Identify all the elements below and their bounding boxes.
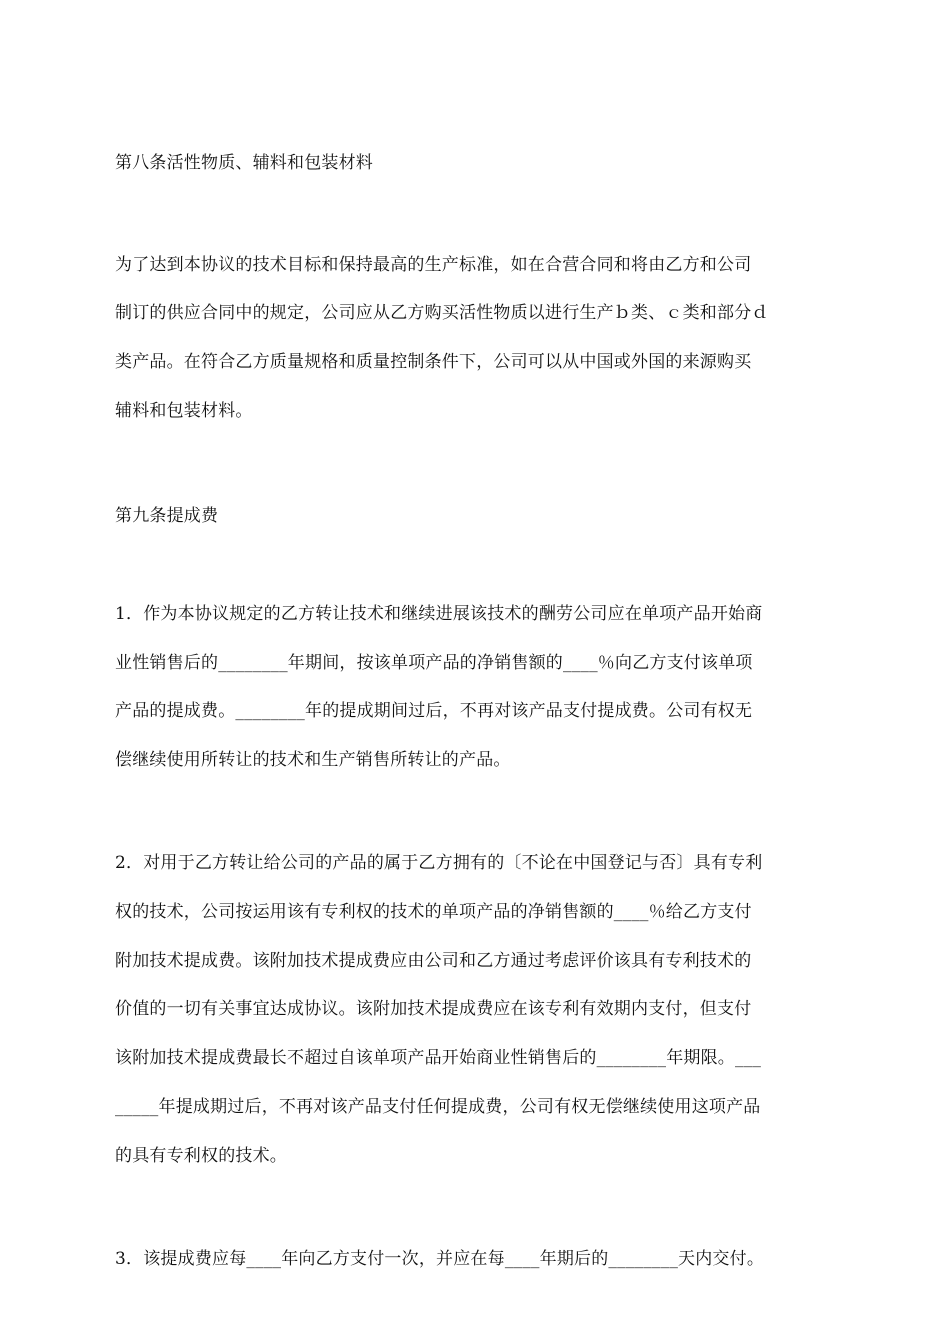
section-8-line-3: 类产品。在符合乙方质量规格和质量控制条件下，公司可以从中国或外国的来源购买 [115,352,752,372]
para-2-line-3: 附加技术提成费。该附加技术提成费应由公司和乙方通过考虑评价该具有专利技术的 [115,951,752,971]
para-2-line-1: 2．对用于乙方转让给公司的产品的属于乙方拥有的〔不论在中国登记与否〕具有专利 [115,853,763,873]
para-1-line-1: 1．作为本协议规定的乙方转让技术和继续进展该技术的酬劳公司应在单项产品开始商 [115,604,763,624]
section-8-line-2: 制订的供应合同中的规定，公司应从乙方购买活性物质以进行生产ｂ类、ｃ类和部分ｄ [115,303,769,323]
para-1-line-4: 偿继续使用所转让的技术和生产销售所转让的产品。 [115,750,511,770]
para-2-line-5: 该附加技术提成费最长不超过自该单项产品开始商业性销售后的________年期限。___ [115,1048,762,1068]
para-2-line-7: 的具有专利权的技术。 [115,1146,287,1166]
section-8-line-4: 辅料和包装材料。 [115,401,253,421]
para-3-line-1: 3．该提成费应每____年向乙方支付一次，并应在每____年期后的________天内交付。 [115,1249,765,1269]
section-9-title: 第九条提成费 [115,506,219,526]
para-2-line-2: 权的技术，公司按运用该有专利权的技术的单项产品的净销售额的____％给乙方支付 [115,902,752,922]
section-8-line-1: 为了达到本协议的技术目标和保持最高的生产标准，如在合营合同和将由乙方和公司 [115,255,752,275]
para-2-line-4: 价值的一切有关事宜达成协议。该附加技术提成费应在该专利有效期内支付，但支付 [115,999,752,1019]
section-8-title: 第八条活性物质、辅料和包装材料 [115,153,373,173]
para-1-line-3: 产品的提成费。________年的提成期间过后，不再对该产品支付提成费。公司有权无 [115,701,753,721]
para-2-line-6: _____年提成期过后，不再对该产品支付任何提成费，公司有权无偿继续使用这项产品 [115,1097,761,1117]
para-1-line-2: 业性销售后的________年期间，按该单项产品的净销售额的____％向乙方支付该单项 [115,653,753,673]
